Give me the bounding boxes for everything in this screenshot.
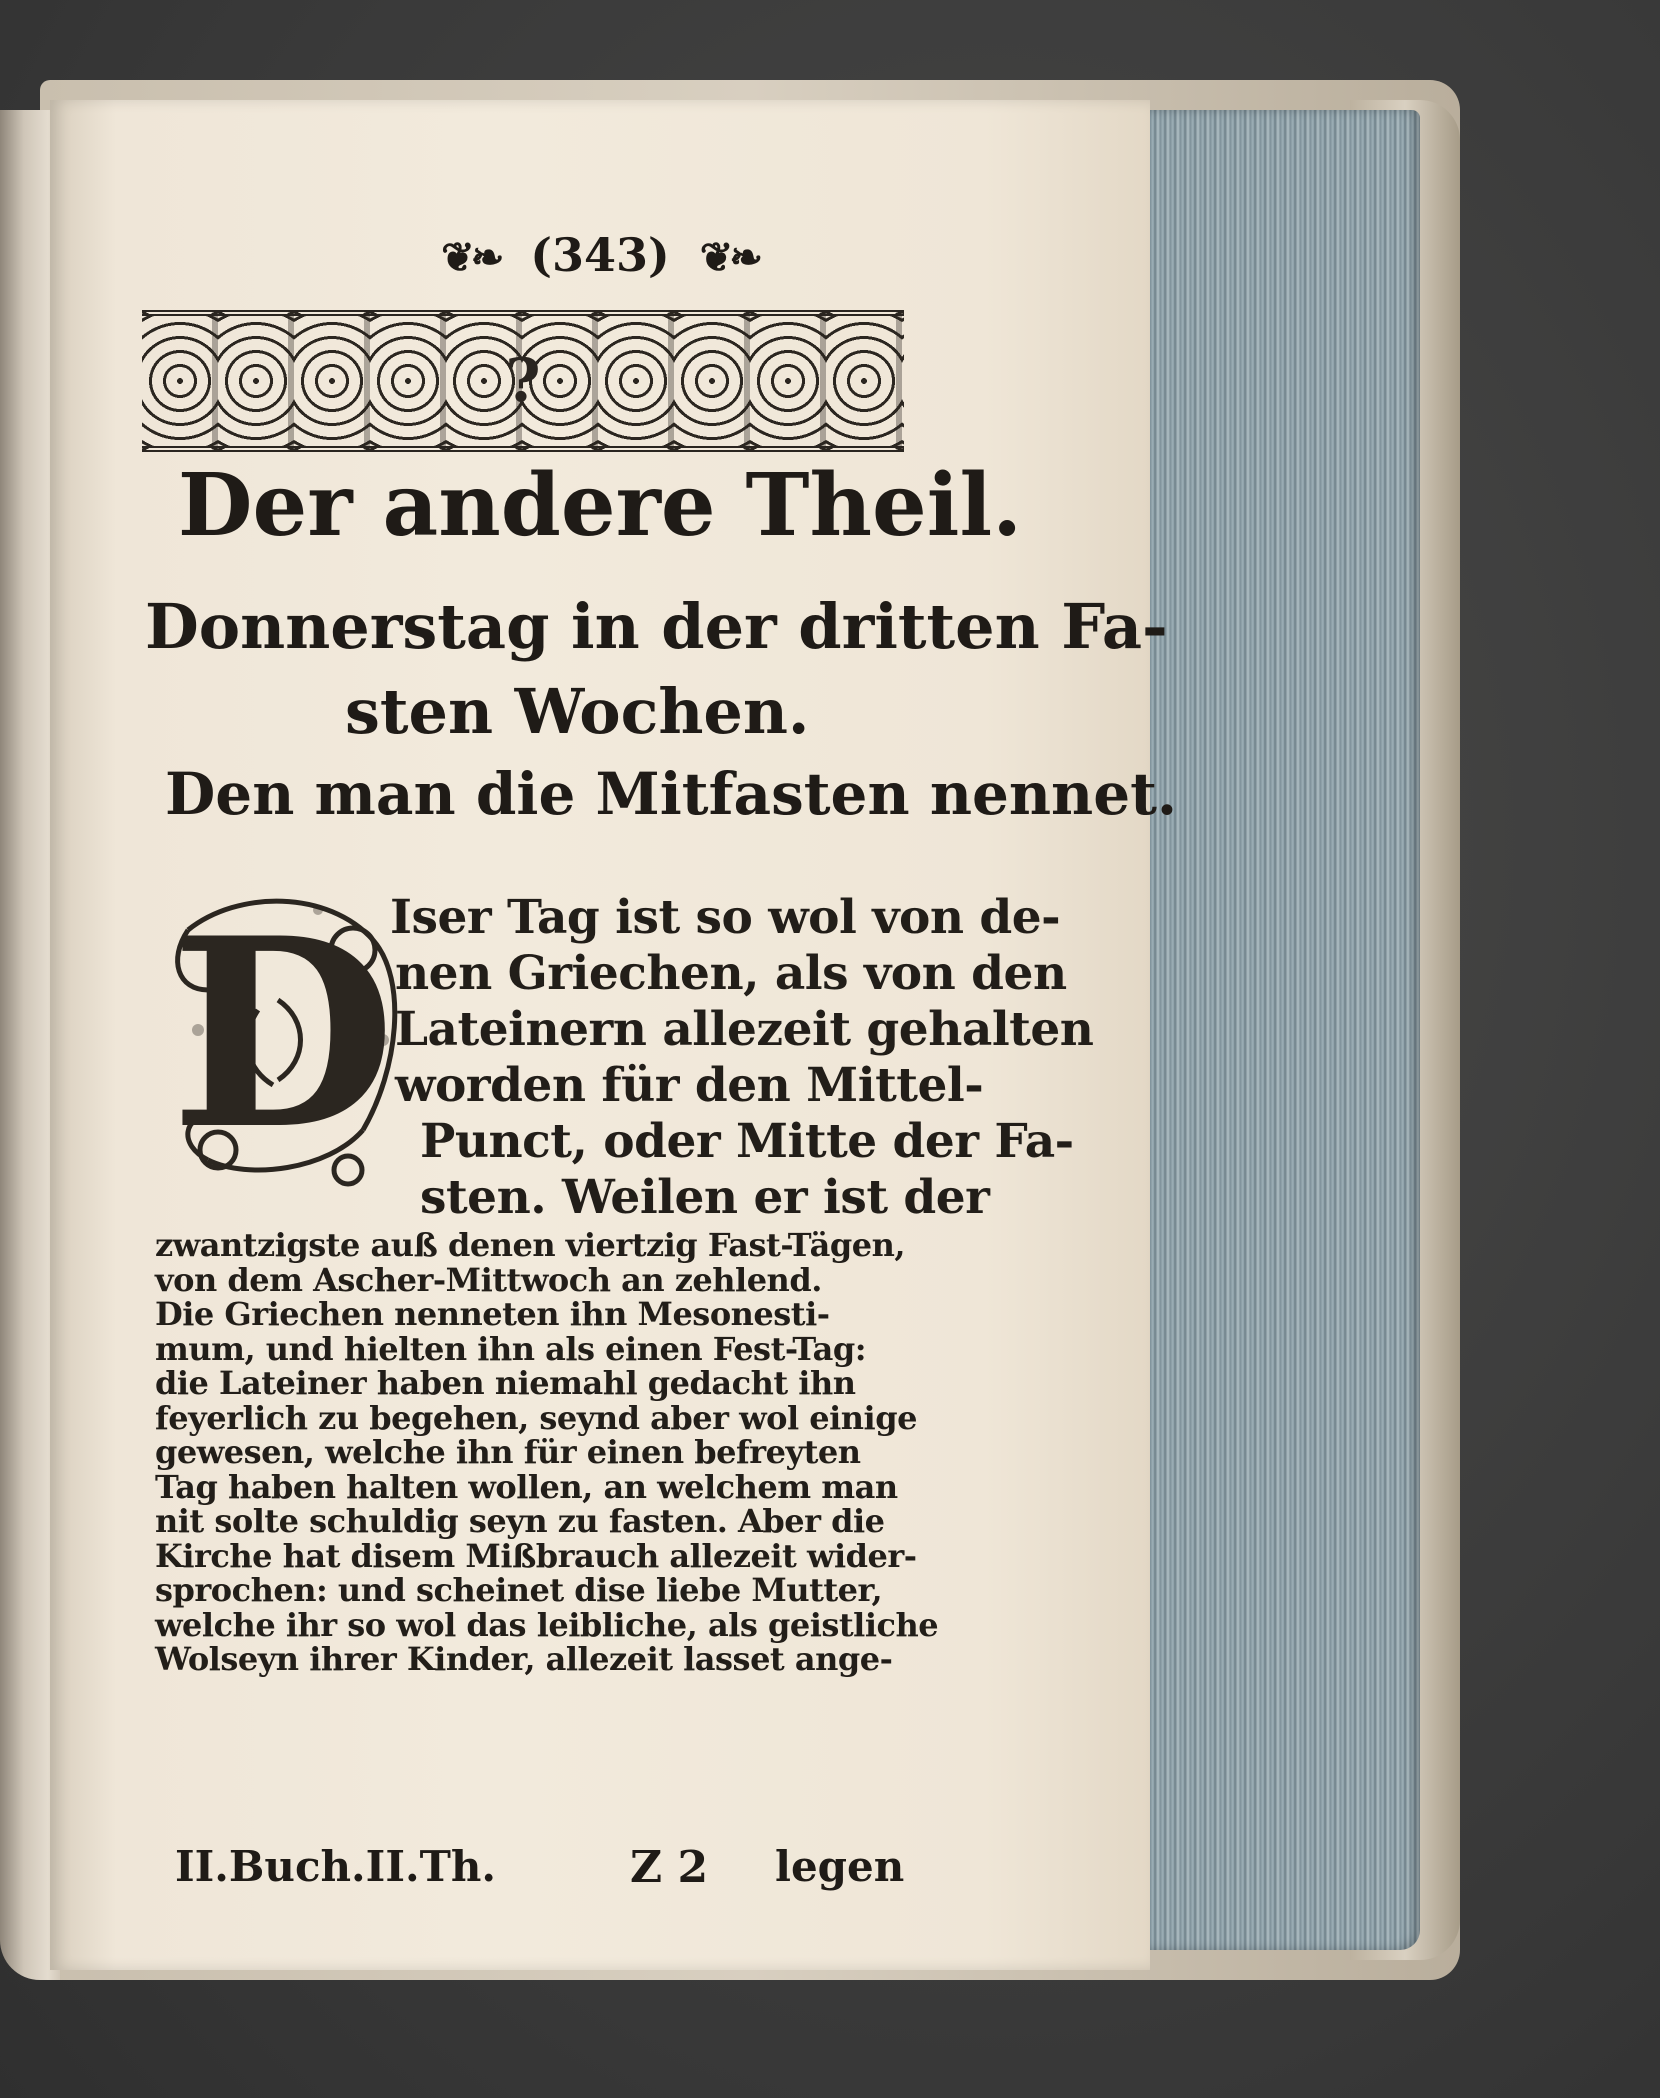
ornament-question-mark-1: ?: [505, 346, 541, 416]
body-line: zwantzigste auß denen viertzig Fast-Tägen,: [155, 1226, 905, 1264]
footer-signature-mark: Z 2: [630, 1842, 709, 1893]
drop-cap-letter: D: [170, 882, 396, 1187]
body-line: Punct, oder Mitte der Fa-: [420, 1114, 1074, 1169]
body-line: Kirche hat disem Mißbrauch allezeit wider-: [155, 1536, 917, 1575]
body-line: welche ihr so wol das leibliche, als geistliche: [155, 1605, 939, 1644]
body-line: sten. Weilen er ist der: [420, 1170, 990, 1225]
body-line: Die Griechen nenneten ihn Mesonesti-: [155, 1295, 830, 1333]
footer-catchword: legen: [775, 1842, 905, 1891]
page-header: [50, 228, 1150, 282]
body-line: von dem Ascher-Mittwoch an zehlend.: [155, 1260, 822, 1299]
body-line: worden für den Mittel-: [395, 1058, 984, 1113]
page-number: (343): [530, 228, 670, 282]
body-line: die Lateiner haben niemahl gedacht ihn: [155, 1364, 856, 1402]
body-line: nen Griechen, als von den: [395, 946, 1067, 1001]
body-line: mum, und hielten ihn als einen Fest-Tag:: [155, 1329, 866, 1368]
ornament-band: [142, 310, 904, 452]
body-line: Tag haben halten wollen, an welchem man: [155, 1467, 898, 1506]
body-line: nit solte schuldig seyn zu fasten. Aber die: [155, 1502, 885, 1540]
subtitle-line-1: Donnerstag in der dritten Fa-: [145, 590, 1168, 663]
body-line: sprochen: und scheinet dise liebe Mutter,: [155, 1571, 883, 1609]
body-line: Iser Tag ist so wol von de-: [390, 890, 1061, 945]
header-ornament-left: ❦❧: [441, 234, 501, 281]
subtitle-line-2: sten Wochen.: [345, 675, 810, 748]
footer-signature-left: II.Buch.II.Th.: [175, 1842, 497, 1891]
header-ornament-right: ❦❧: [699, 234, 759, 281]
drop-cap-ornament: [158, 870, 408, 1200]
body-line: gewesen, welche ihn für einen befreyten: [155, 1433, 861, 1471]
subtitle-line-3: Den man die Mitfasten nennet.: [165, 760, 1178, 828]
page-title: Der andere Theil.: [177, 455, 1023, 556]
body-line: Wolseyn ihrer Kinder, allezeit lasset ange-: [155, 1640, 893, 1678]
body-line: feyerlich zu begehen, seynd aber wol einige: [155, 1398, 917, 1437]
body-line: Lateinern allezeit gehalten: [395, 1002, 1094, 1057]
page-block-fore-edge: [1140, 110, 1420, 1950]
book-page: [50, 100, 1178, 1970]
